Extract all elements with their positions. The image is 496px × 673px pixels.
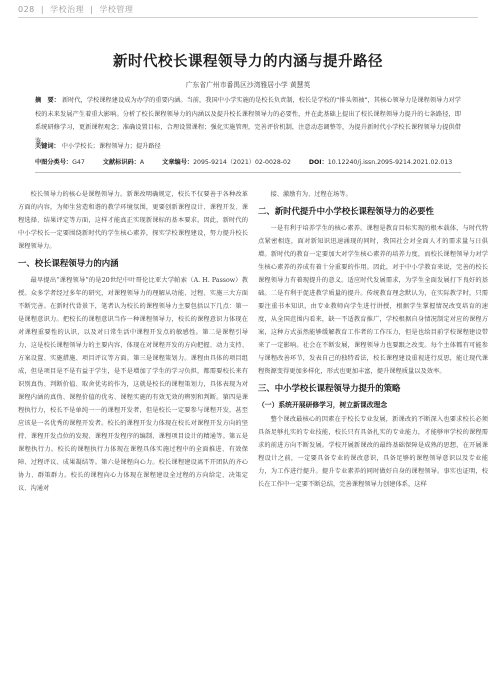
header-divider: [18, 17, 478, 18]
article-meta: [35, 157, 466, 166]
subsection-heading: （一）系统开展研修学习，树立新课改理念: [258, 401, 388, 409]
body-paragraph: 接、激励有为、过程在场等。: [270, 191, 352, 198]
header-section-b: 学校管理: [99, 5, 134, 14]
body-paragraph: 校长领导力的核心是课程领导力。新课改明确规定，校长不仅要善于各种改革方面的内容，为师生营造和谐的教学环境氛围，更要创新课程设计、课程开发、课程选择、结果评定等方面，这样才能真正实现新课标的基本要求。因此，新时代的中小学校长一定要围绕新时代的学生核心素养，探实学校课程建设，努力提升校长课程领导力。: [18, 191, 248, 250]
doc-code-value: A: [139, 159, 145, 166]
body-paragraph: 一是有利于培养学生的核心素养。课程是教育目标实现的根本载体，与时代特点紧密相连，面对新知识迅速涌现的同时，我国社会对全面人才的需求量与日俱增。新时代的教育一定要加大对学生核心素养的培养力度，而校长课程领导力对学生核心素养的养成有着十分重要的作用。因此，对于中小学教育来说，完善的校长课程领导力有着现提升的意义。适应时代发展需求，为学生全面发展打下良好的基础。二是有利于促进教学质量的提升。传统教育理念默认为，在实际教学时，只需要注重书本知识，由专业教师向学生进行讲授，根据学生掌握情况改变培育的速度，从全国范围内看来，缺一不适教育推广，学校根据自身情况制定对应的课程方案，这种方式虽然能够缓解教育工作者的工作压力，但是也给目前学校课程建设带来了一定影响。社会在不断发展，课程领导力也要跟之改变。每个主体都有可能参与课程改善环节，发表自己的独特看法，校长课程建设重视进行反思，能让现代课程资源变得更加多样化，形式也更加丰富，提升课程质量以及效率。: [258, 225, 488, 375]
page-number: 028: [18, 5, 35, 14]
article-id-label: 文章编号：: [162, 159, 194, 166]
header-section-a: 学校治理: [50, 5, 85, 14]
body-paragraph: 整个课改最核心的因素在于校长专业发展，新课改的不断深入也要求校长必须具备足够扎实的专业技能，校长只有具备扎实的专业能力，才能够审学校的课程需求的前进方向不断发展。学校开展新课改的最终基础保障是成熟的思想，在开展课程设计之前，一定要具备专业的课改意识，具备足够的课程领导意识以及专业能力，为工作进行提升。提升专业素养的同时做好自身的课程领导。事实也证明，校长在工作中一定要不断总结，完善课程领导力创建体系，这样: [258, 416, 488, 488]
body-paragraph: 最早提出“课程领导”的是20世纪中叶哥伦比亚大学帕索（A. H. Passow）教授。众多学者经过多年的研究，对课程领导力的理解从功能、过程、实施三大方面不断完善。在新时代背景下，笔者认为校长的课程领导力主要包括以下几点：第一是课程意识力。把校长的课程意识当作一种课程领导力，校长的课程意识力体现在对课程重要性的认识，以及对日常生活中课程开发点的敏感性。第二是课程引导力，这是校长课程领导力的主要内容，体现在对课程开发的方向把握、动力支持、方案设置、实施措施、项目评议等方面。第三是课程策划力。课程由具体的项目组成，但是项目是不是有益于学生，是不是增加了学生的学习负担，都需要校长来有识别真伪、判断价值、取舍优劣的作为，这就是校长的课程策划力，具体表现为对课程内涵的真伪、课程价值的优劣、课程实施的有效无效的辨别和判断。第四是课程执行力，校长不是单纯一一的课程开发者，但是校长一定要参与课程开发，甚至应该是一名优秀的课程开发者。校长的课程开发力体现在校长对课程开发方向的坚持、课程开发点位的发现、课程开发程序的编制、课程项目设计的精通等。第五是课程执行力。校长的课程执行力体现在课程具体实施过程中的全面推进、有效保障、过程评议、成果凝结等。第六是课程向心力。校长课程建设离不开团队的齐心协力、群策群力。校长的课程向心力体现在课程建设全过程的方向给定、决策定议、沟通对: [18, 277, 248, 492]
header-separator: |: [40, 5, 45, 14]
article-id-value: 2095-9214（2021）02-0028-02: [193, 159, 291, 166]
article-title: 新时代校长课程领导力的内涵与提升路径: [113, 54, 383, 70]
running-header: [18, 4, 136, 15]
keywords: [35, 141, 461, 150]
right-column: [258, 188, 488, 491]
header-separator: |: [90, 5, 94, 14]
abstract-label: 摘 要：: [35, 97, 60, 104]
doi-label: DOI：: [308, 159, 328, 166]
keywords-text: 中小学校长；课程领导力；提升路径: [61, 143, 161, 150]
keywords-label: 关键词：: [35, 143, 60, 150]
meta-divider: [35, 172, 461, 173]
doi-value: 10.12240/j.issn.2095-9214.2021.02.013: [327, 159, 453, 166]
section-heading: 二、新时代提升中小学校长课程领导力的必要性: [258, 206, 434, 216]
author-line: 广东省广州市番禺区沙湾雅居小学 黄慧英: [185, 81, 311, 89]
left-column: [18, 188, 248, 495]
doc-code-label: 文献标识码：: [102, 159, 140, 166]
abstract-text: 新时代，学校课程建设成为办学的重要内涵。当前，我国中小学实施的是校长负责制，校长是学校的“排头领袖”，其核心领导力是课程领导力对学校的未来发展产生着重大影响。分析了校长课程领导力的内涵以及提升校长课程领导力的必要性，并在此基础上提出了校长课程领导力提升的七条路径，即系统研修学习，更新课程观念；准确设置目标，合理设置课程；强化实施管理，完善评价机制，注意动态调整等，为提升新时代小学校长课程领导力提供借鉴。: [35, 97, 461, 145]
clc-value: G47: [72, 159, 85, 166]
clc-label: 中图分类号：: [35, 159, 73, 166]
section-heading: 一、校长课程领导力的内涵: [18, 258, 119, 268]
section-heading: 三、中小学校长课程领导力提升的策略: [258, 383, 401, 393]
